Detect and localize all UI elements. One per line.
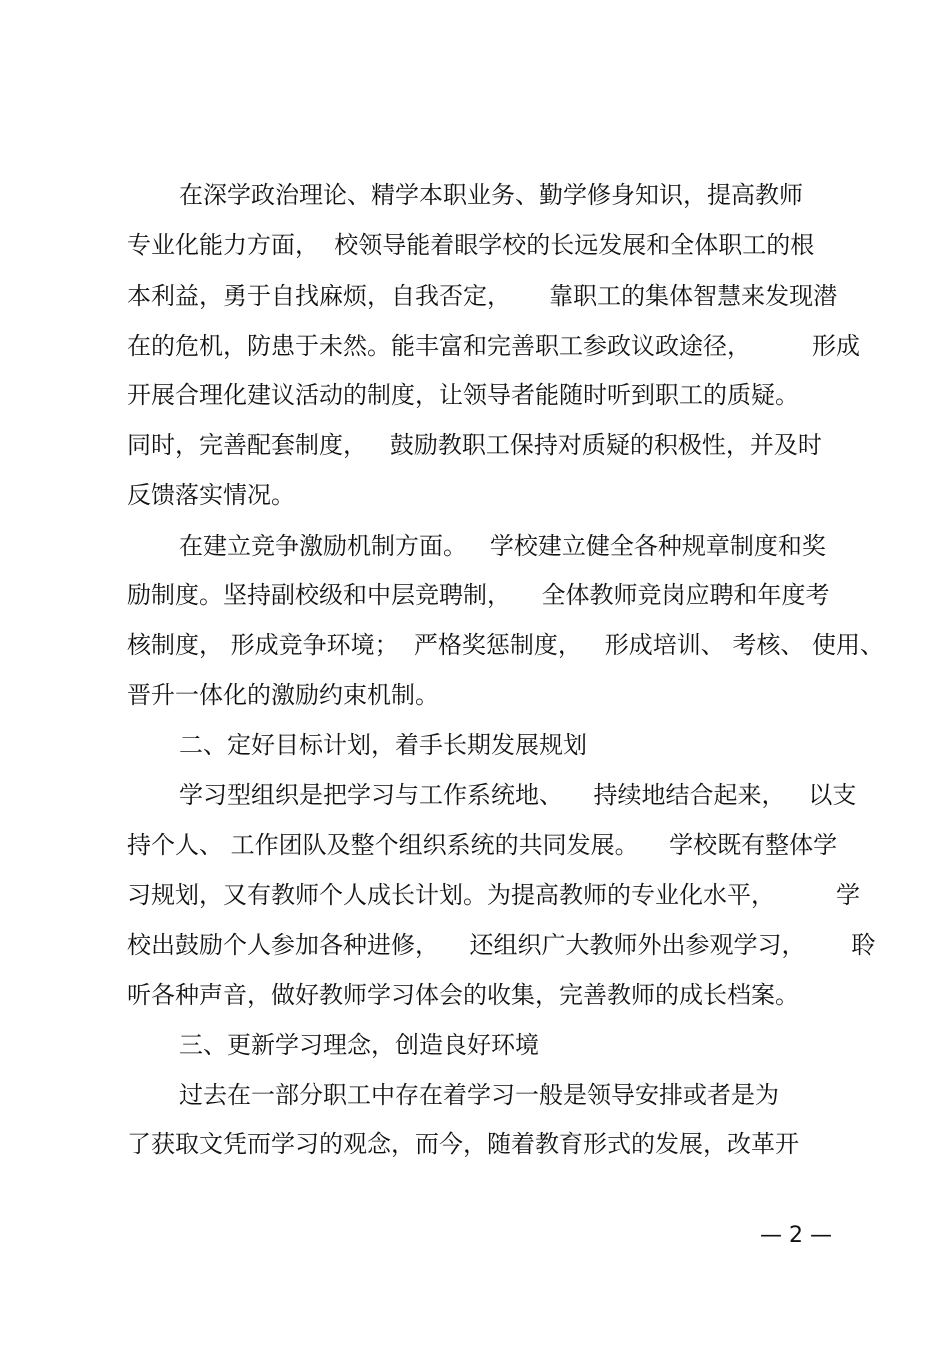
- text-line: 同时，完善配套制度， 鼓励教职工保持对质疑的积极性，并及时: [127, 431, 822, 459]
- text-line: 持个人、 工作团队及整个组织系统的共同发展。 学校既有整体学: [127, 831, 838, 859]
- text-line: 在深学政治理论、精学本职业务、勤学修身知识，提高教师: [179, 181, 803, 209]
- section-heading: 二、定好目标计划，着手长期发展规划: [179, 731, 587, 759]
- page-number: — 2 —: [760, 1223, 832, 1248]
- text-line: 本利益，勇于自找麻烦，自我否定， 靠职工的集体智慧来发现潜: [127, 282, 838, 310]
- text-line: 专业化能力方面， 校领导能着眼学校的长远发展和全体职工的根: [127, 231, 815, 259]
- text-line: 了获取文凭而学习的观念，而今，随着教育形式的发展，改革开: [127, 1130, 799, 1158]
- text-line: 习规划，又有教师个人成长计划。为提高教师的专业化水平， 学: [127, 881, 861, 909]
- text-line: 励制度。坚持副校级和中层竞聘制， 全体教师竞岗应聘和年度考: [127, 581, 830, 609]
- text-line: 过去在一部分职工中存在着学习一般是领导安排或者是为: [179, 1081, 779, 1109]
- text-line: 在建立竞争激励机制方面。 学校建立健全各种规章制度和奖: [179, 532, 826, 560]
- text-line: 开展合理化建议活动的制度，让领导者能随时听到职工的质疑。: [127, 381, 799, 409]
- text-line: 晋升一体化的激励约束机制。: [127, 681, 439, 709]
- text-line: 核制度， 形成竞争环境； 严格奖惩制度， 形成培训、 考核、 使用、: [127, 631, 885, 659]
- text-line: 学习型组织是把学习与工作系统地、 持续地结合起来， 以支: [179, 781, 857, 809]
- section-heading: 三、更新学习理念，创造良好环境: [179, 1031, 539, 1059]
- text-line: 反馈落实情况。: [127, 481, 295, 509]
- text-line: 在的危机，防患于未然。能丰富和完善职工参政议政途径， 形成: [127, 332, 861, 360]
- text-line: 校出鼓励个人参加各种进修， 还组织广大教师外出参观学习， 聆: [127, 931, 876, 959]
- text-line: 听各种声音，做好教师学习体会的收集，完善教师的成长档案。: [127, 981, 799, 1009]
